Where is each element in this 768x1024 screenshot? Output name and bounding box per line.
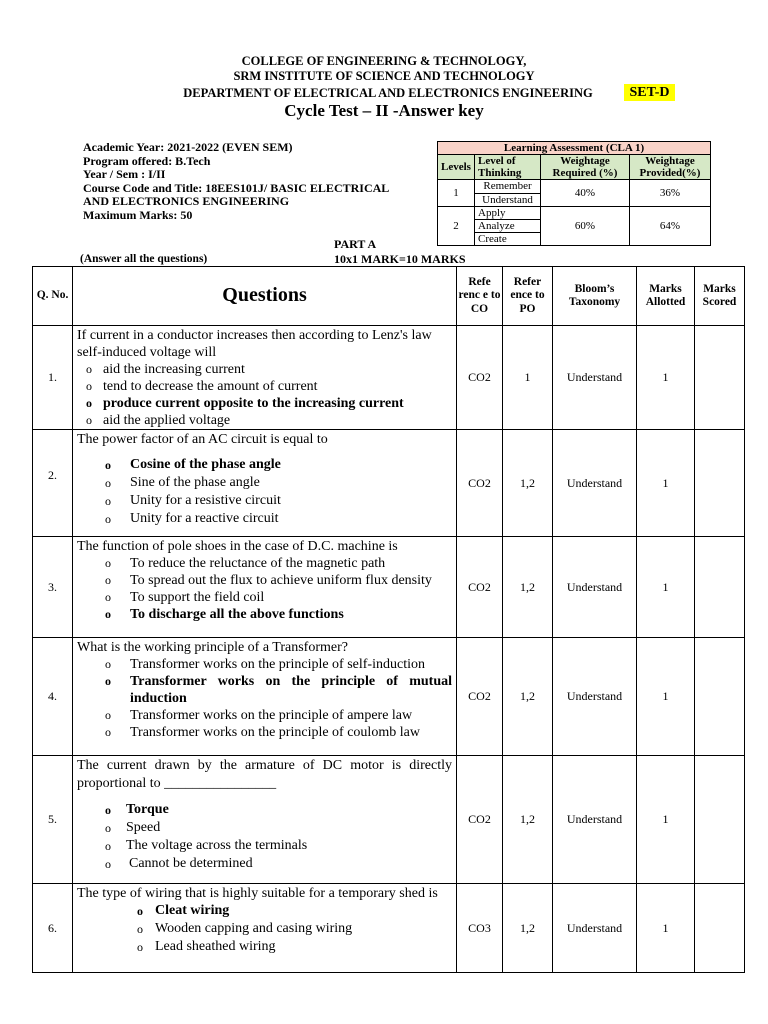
marks-scored [695,326,745,430]
question-row [33,430,745,537]
maximum-marks: Maximum Marks: 50 [83,207,193,222]
question-row [33,537,745,638]
option-correct: o produce current opposite to the increasing current [77,395,452,412]
co-ref: CO2 [457,756,503,884]
option: o To support the field coil [77,589,452,606]
year-sem: Year / Sem : I/II [83,167,166,181]
options-list [77,656,452,741]
marks-allotted: 1 [637,884,695,973]
question-cell [73,430,457,537]
option: o aid the applied voltage [77,412,452,429]
options-list [77,902,452,956]
question-text: The function of pole shoes in the case of D.C. machine is [77,539,398,554]
program-offered: Program offered: B.Tech [83,153,211,168]
question-cell [73,756,457,884]
option: o Sine of the phase angle [77,474,452,492]
department-name: DEPARTMENT OF ELECTRICAL AND ELECTRONICS ENGINEERING [183,86,593,100]
options-list [77,361,452,429]
blooms-level: Understand [553,430,637,537]
header-qno: Q. No. [33,267,73,326]
required-2: 60% [541,207,630,246]
header-level-thinking: Level of Thinking [475,155,541,180]
question-cell [73,884,457,973]
level-2: 2 [438,207,475,246]
option: o tend to decrease the amount of current [77,378,452,395]
option: o Speed [77,819,452,837]
option: o Transformer works on the principle of ampere law [77,707,452,724]
exam-title: Cycle Test – II -Answer key [284,101,484,120]
po-ref: 1,2 [503,638,553,756]
level-1: 1 [438,180,475,207]
question-row [33,756,745,884]
exam-meta [83,141,423,222]
thinking-apply: Apply [475,207,541,220]
question-cell [73,326,457,430]
learning-assessment-table [437,141,711,246]
header-marks-allotted: Marks Allotted [637,267,695,326]
header-levels: Levels [438,155,475,180]
question-cell [73,638,457,756]
header-po: Refer ence to PO [503,267,553,326]
question-text: If current in a conductor increases then according to Lenz's law self-induced voltage will [77,328,432,360]
marks-scored [695,884,745,973]
header-questions: Questions [73,267,457,326]
question-number: 2. [33,430,73,537]
header-marks-scored: Marks Scored [695,267,745,326]
option: o aid the increasing current [77,361,452,378]
marks-allotted: 1 [637,638,695,756]
course-title-2: AND ELECTRONICS ENGINEERING [83,194,290,208]
academic-year: Academic Year: 2021-2022 (EVEN SEM) [83,140,293,154]
po-ref: 1,2 [503,884,553,973]
thinking-create: Create [475,233,541,246]
option: o Transformer works on the principle of self-induction [77,656,452,673]
option-correct: o Cosine of the phase angle [77,456,452,474]
option: o Lead sheathed wiring [77,938,452,956]
header-co: Refe renc e to CO [457,267,503,326]
question-number: 6. [33,884,73,973]
blooms-level: Understand [553,537,637,638]
assessment-title: Learning Assessment (CLA 1) [438,142,711,155]
option-correct: o Cleat wiring [77,902,452,920]
marks-allotted: 1 [637,537,695,638]
blooms-level: Understand [553,326,637,430]
question-number: 4. [33,638,73,756]
co-ref: CO3 [457,884,503,973]
marks-scored [695,537,745,638]
question-number: 5. [33,756,73,884]
header-weightage-provided: Weightage Provided(%) [630,155,711,180]
college-name: COLLEGE OF ENGINEERING & TECHNOLOGY, [241,54,527,68]
question-text: The type of wiring that is highly suitable for a temporary shed is [77,886,438,901]
blooms-level: Understand [553,756,637,884]
co-ref: CO2 [457,638,503,756]
marks-allotted: 1 [637,326,695,430]
thinking-remember: Remember [475,180,541,194]
course-title-1: Course Code and Title: 18EES101J/ BASIC ELECTRICAL [83,180,390,195]
question-number: 1. [33,326,73,430]
question-cell [73,537,457,638]
header-weightage-required: Weightage Required (%) [541,155,630,180]
option-correct: o To discharge all the above functions [77,606,452,623]
question-text: The current drawn by the armature of DC motor is directly proportional to ________________ [77,758,452,791]
required-1: 40% [541,180,630,207]
option: o To spread out the flux to achieve uniform flux density [77,572,452,589]
questions-table [32,266,745,973]
question-row [33,638,745,756]
part-instruction: (Answer all the questions) [80,253,208,265]
question-number: 3. [33,537,73,638]
option: o Unity for a resistive circuit [77,492,452,510]
marks-allotted: 1 [637,430,695,537]
blooms-level: Understand [553,638,637,756]
po-ref: 1 [503,326,553,430]
institute-name: SRM INSTITUTE OF SCIENCE AND TECHNOLOGY [233,69,535,83]
co-ref: CO2 [457,430,503,537]
option: o Unity for a reactive circuit [77,510,452,528]
options-list [77,555,452,623]
po-ref: 1,2 [503,756,553,884]
marks-scored [695,756,745,884]
question-row [33,326,745,430]
question-text: What is the working principle of a Transformer? [77,640,348,655]
options-list [77,801,452,873]
part-title: PART A [334,237,377,251]
thinking-analyze: Analyze [475,220,541,233]
marks-scored [695,638,745,756]
option: o Transformer works on the principle of coulomb law [77,724,452,741]
question-row [33,884,745,973]
po-ref: 1,2 [503,537,553,638]
set-badge: SET-D [624,84,675,101]
po-ref: 1,2 [503,430,553,537]
part-marks: 10x1 MARK=10 MARKS [334,252,466,266]
thinking-understand: Understand [475,193,541,207]
co-ref: CO2 [457,326,503,430]
marks-allotted: 1 [637,756,695,884]
header-blooms: Bloom’s Taxonomy [553,267,637,326]
option-correct: o Transformer works on the principle of mutual induction [77,673,452,707]
provided-1: 36% [630,180,711,207]
provided-2: 64% [630,207,711,246]
option: o Wooden capping and casing wiring [77,920,452,938]
option: o Cannot be determined [77,855,452,873]
marks-scored [695,430,745,537]
blooms-level: Understand [553,884,637,973]
options-list [77,456,452,528]
question-text: The power factor of an AC circuit is equal to [77,432,328,447]
option: o To reduce the reluctance of the magnetic path [77,555,452,572]
co-ref: CO2 [457,537,503,638]
option: o The voltage across the terminals [77,837,452,855]
option-correct: o Torque [77,801,452,819]
